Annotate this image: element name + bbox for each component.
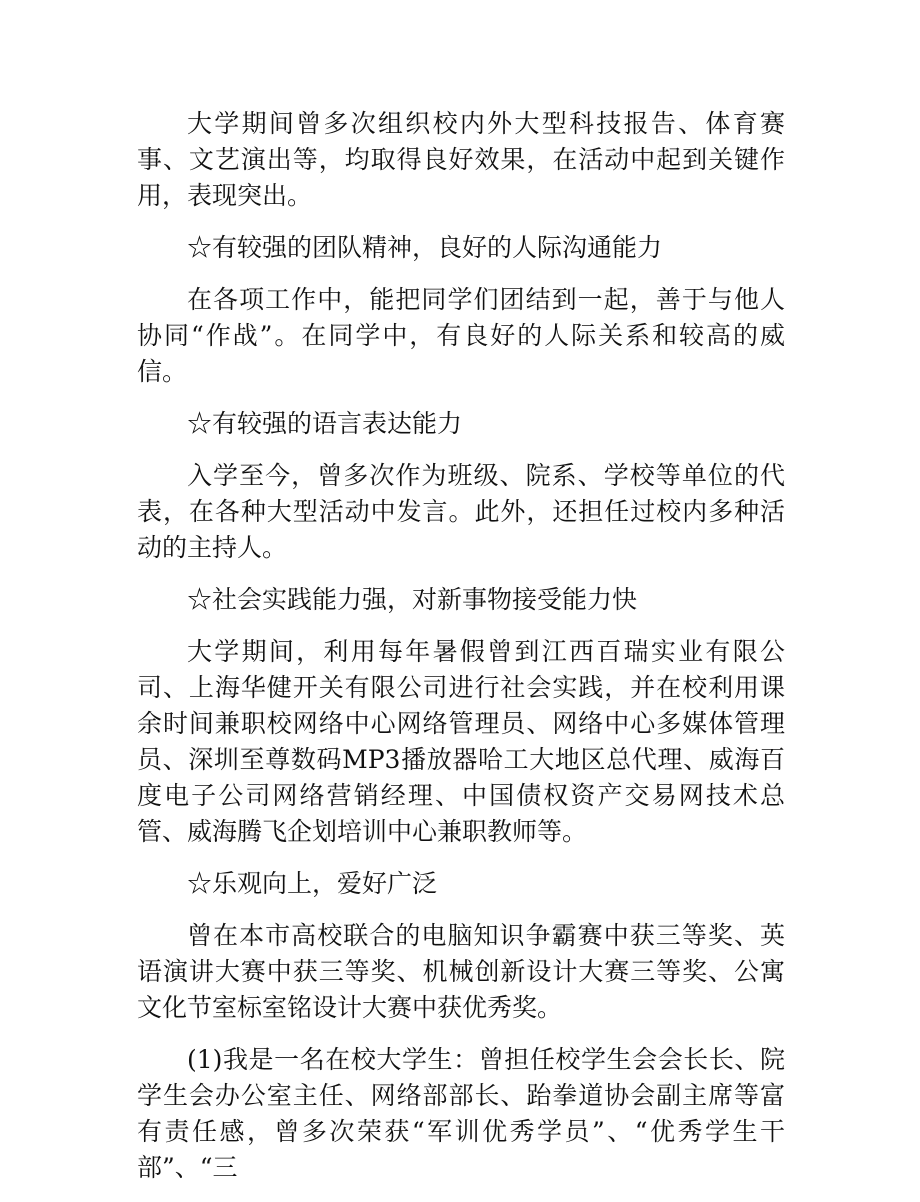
paragraph-hobbies: 曾在本市高校联合的电脑知识争霸赛中获三等奖、英语演讲大赛中获三等奖、机械创新设计大赛三等奖、公寓文化节室标室铭设计大赛中获优秀奖。	[137, 921, 785, 1022]
paragraph-self-intro: (1)我是一名在校大学生：曾担任校学生会会长长、院学生会办公室主任、网络部部长、跆拳道协会副主席等富有责任感，曾多次荣获“军训优秀学员”、“优秀学生干部”、“三	[137, 1045, 785, 1182]
paragraph-activities: 大学期间曾多次组织校内外大型科技报告、体育赛事、文艺演出等，均取得良好效果，在活动中起到关键作用，表现突出。	[137, 109, 785, 210]
heading-teamwork: ☆有较强的团队精神，良好的人际沟通能力	[187, 233, 663, 262]
heading-hobbies: ☆乐观向上，爱好广泛	[187, 869, 438, 898]
document-page	[137, 106, 785, 1202]
paragraph-teamwork: 在各项工作中，能把同学们团结到一起，善于与他人协同“作战”。在同学中，有良好的人际关系和较高的威信。	[137, 285, 785, 386]
paragraph-practice: 大学期间，利用每年暑假曾到江西百瑞实业有限公司、上海华健开关有限公司进行社会实践，并在校利用课余时间兼职校网络中心网络管理员、网络中心多媒体管理员、深圳至尊数码MP3播放器哈工大地区总代理、威海百度电子公司网络营销经理、中国债权资产交易网技术总管、威海腾飞企划培训中心兼职教师等。	[137, 637, 785, 846]
heading-language: ☆有较强的语言表达能力	[187, 409, 463, 438]
heading-practice: ☆社会实践能力强，对新事物接受能力快	[187, 585, 638, 614]
paragraph-language: 入学至今，曾多次作为班级、院系、学校等单位的代表，在各种大型活动中发言。此外，还担任过校内多种活动的主持人。	[137, 461, 785, 562]
